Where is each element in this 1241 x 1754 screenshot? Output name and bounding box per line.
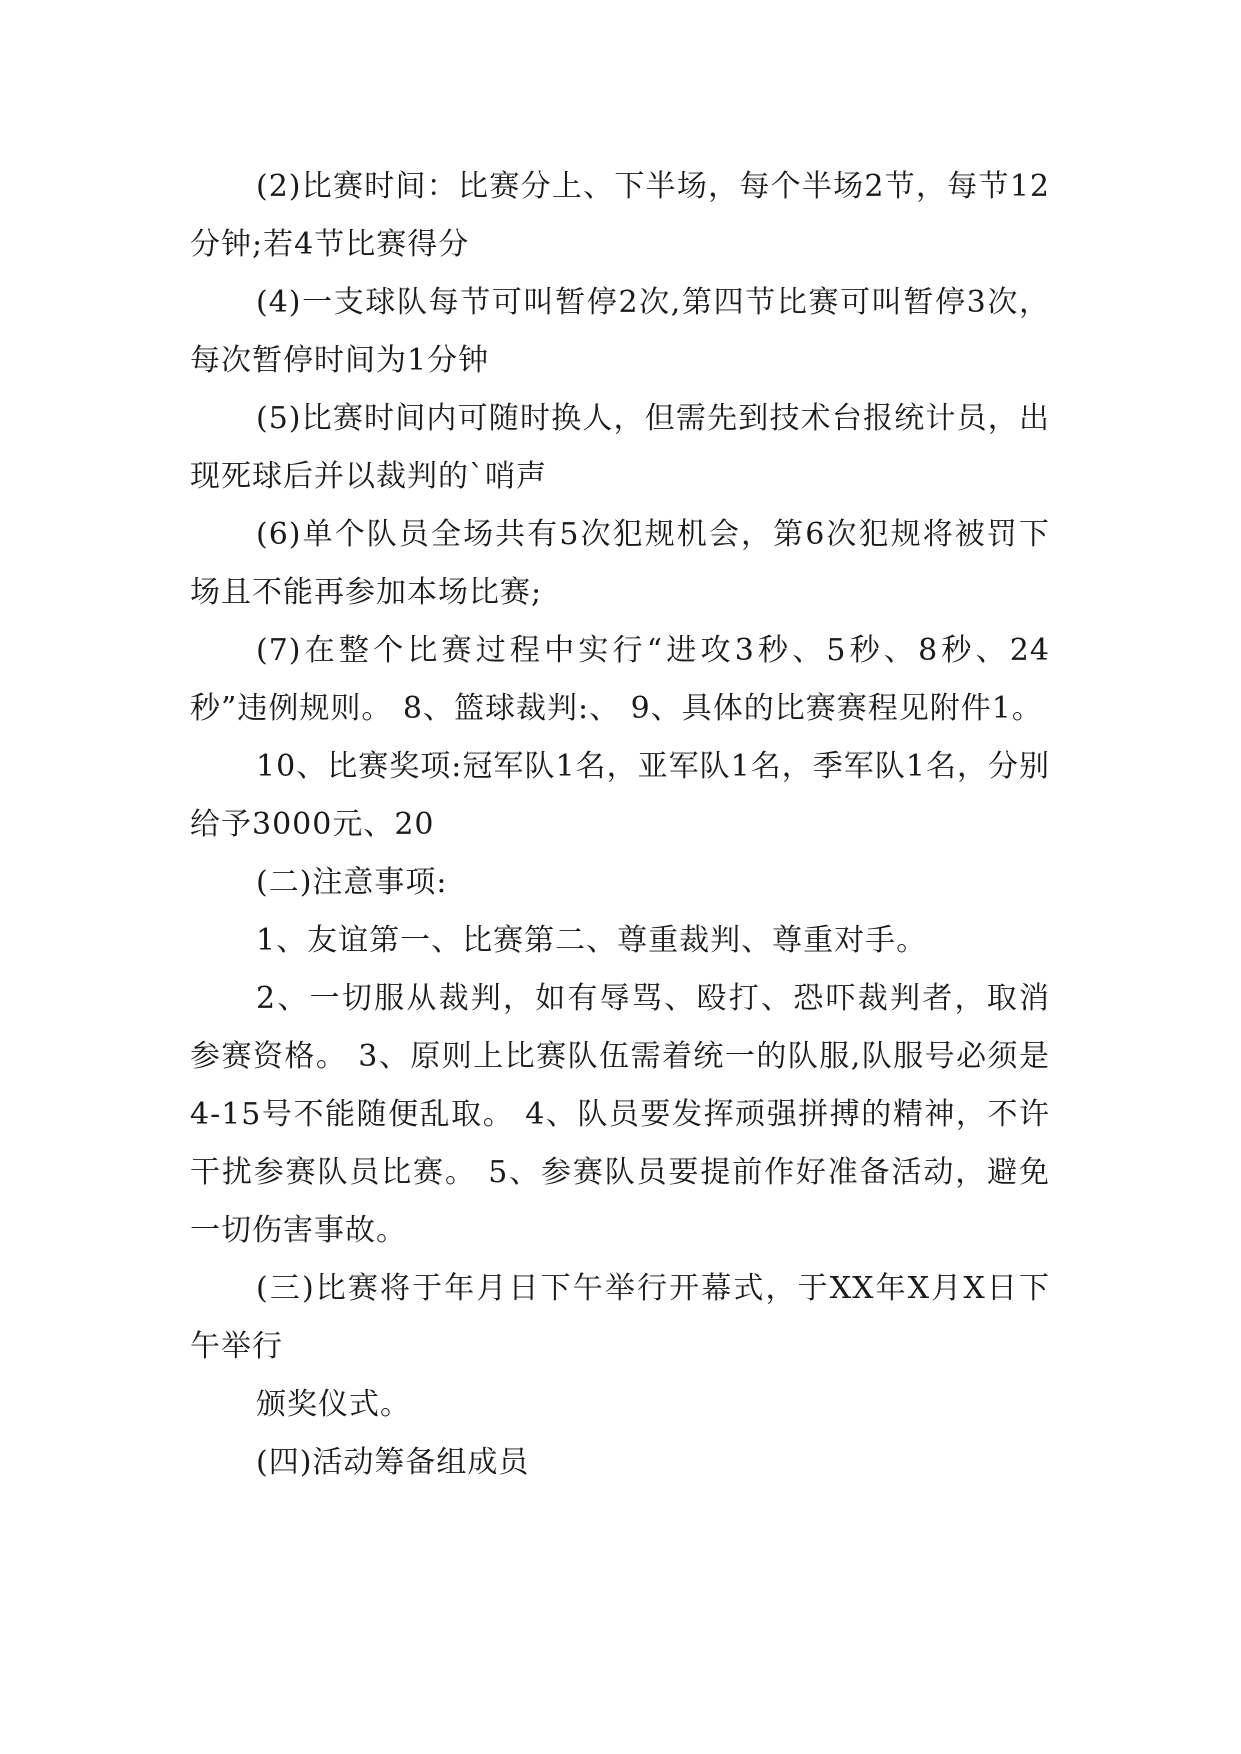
paragraph-ceremony: (三)比赛将于年月日下午举行开幕式，于XX年X月X日下午举行 [190, 1271, 1050, 1364]
paragraph-substitutions: (5)比赛时间内可随时换人，但需先到技术台报统计员，出现死球后并以裁判的`哨声 [190, 401, 1050, 494]
paragraph-note-2-5: 2、一切服从裁判，如有辱骂、殴打、恐吓裁判者，取消参赛资格。 3、原则上比赛队伍需着统一的队服,队服号必须是4-15号不能随便乱取。 4、队员要发挥顽强拼搏的精神，不许干扰参赛队员比赛。 5、参赛队员要提前作好准备活动，避免一切伤害事故。 [190, 981, 1050, 1248]
paragraph-note-1: 1、友谊第一、比赛第二、尊重裁判、尊重对手。 [256, 923, 928, 958]
paragraph-violation-rules: (7)在整个比赛过程中实行“进攻3秒、5秒、8秒、24秒”违例规则。 8、篮球裁判:、 9、具体的比赛赛程见附件1。 [190, 633, 1050, 726]
paragraph-fouls: (6)单个队员全场共有5次犯规机会，第6次犯规将被罚下场且不能再参加本场比赛; [190, 517, 1050, 610]
paragraph-committee-heading: (四)活动筹备组成员 [256, 1445, 530, 1480]
document-body [190, 158, 1050, 1492]
paragraph-timeouts: (4)一支球队每节可叫暂停2次,第四节比赛可叫暂停3次，每次暂停时间为1分钟 [190, 285, 1050, 378]
paragraph-awards: 10、比赛奖项:冠军队1名，亚军队1名，季军队1名，分别给予3000元、20 [190, 749, 1050, 842]
paragraph-award-ceremony: 颁奖仪式。 [256, 1387, 411, 1422]
paragraph-match-time: (2)比赛时间：比赛分上、下半场，每个半场2节，每节12分钟;若4节比赛得分 [190, 169, 1050, 262]
paragraph-notes-heading: (二)注意事项: [256, 865, 448, 900]
